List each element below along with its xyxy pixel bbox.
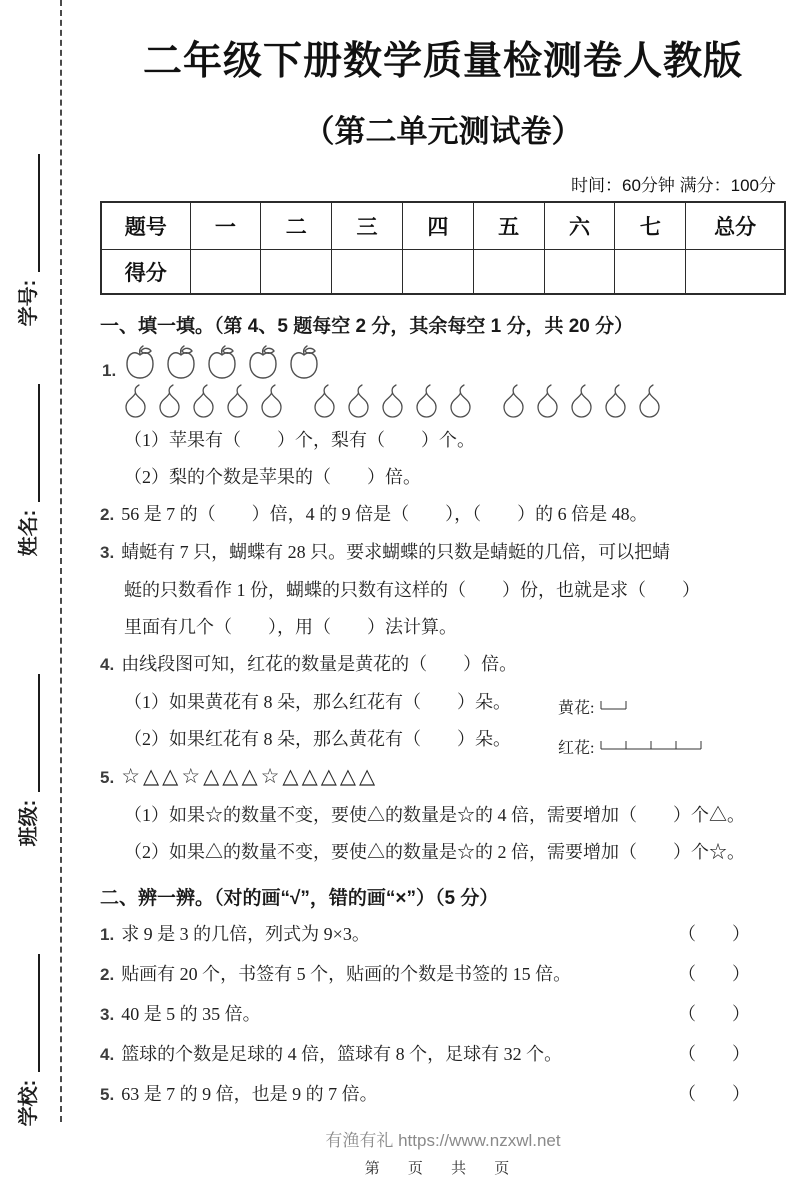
- q1-pear-row: [100, 383, 786, 418]
- student-name-field: [11, 355, 41, 585]
- answer-bracket: （ ）: [678, 1044, 750, 1064]
- answer-bracket: （ ）: [678, 1084, 750, 1104]
- student-name-blank-line: [38, 384, 40, 502]
- q4-number: 4.: [100, 655, 115, 674]
- pear-icon: [258, 383, 285, 418]
- answer-bracket: （ ）: [678, 1004, 750, 1024]
- school-field: [11, 925, 41, 1155]
- judge-item-body: 40 是 5 的 35 倍。: [121, 1004, 261, 1024]
- pear-group-1: [122, 383, 285, 418]
- pear-icon: [500, 383, 527, 418]
- score-label-cell: 得分: [101, 250, 190, 295]
- apple-icon: [246, 344, 280, 381]
- paper-main-column: [100, 0, 786, 1178]
- q3-line1: [100, 537, 786, 568]
- pear-icon: [345, 383, 372, 418]
- q5-sub2: （2）如果△的数量不变，要使△的数量是☆的 2 倍，需要增加（ ）个☆。: [124, 842, 745, 862]
- score-table: [100, 201, 786, 295]
- score-table-header-row: [101, 202, 785, 250]
- pear-icon: [156, 383, 183, 418]
- pear-icon: [413, 383, 440, 418]
- answer-bracket: （ ）: [678, 924, 750, 944]
- judge-item-number: 5.: [100, 1085, 115, 1104]
- yellow-flower-segment-line: [600, 697, 627, 716]
- star-triangle-symbols: ☆△△☆△△△☆△△△△△: [121, 764, 379, 788]
- q4-sub1: （1）如果黄花有 8 朵，那么红花有（ ）朵。: [124, 692, 511, 712]
- binding-dashed-line: [60, 0, 62, 1122]
- page-subtitle: （第二单元测试卷）: [303, 114, 583, 149]
- q4-text: 由线段图可知，红花的数量是黄花的（ ）倍。: [121, 654, 518, 674]
- pear-icon: [636, 383, 663, 418]
- judge-item-number: 3.: [100, 1005, 115, 1024]
- pear-icon: [122, 383, 149, 418]
- apple-icon: [287, 344, 321, 381]
- student-name-label: 姓名:: [17, 509, 40, 557]
- student-id-blank-line: [38, 154, 40, 272]
- apple-icon: [164, 344, 198, 381]
- pear-group-2: [311, 383, 474, 418]
- judge-item-body: 贴画有 20 个，书签有 5 个，贴画的个数是书签的 15 倍。: [121, 964, 572, 984]
- judge-item-2: [100, 959, 786, 990]
- score-table-col-3: 三: [332, 202, 403, 250]
- school-blank-line: [38, 954, 40, 1072]
- q4-sub2: （2）如果红花有 8 朵，那么黄花有（ ）朵。: [124, 729, 511, 749]
- score-table-col-total: 总分: [686, 202, 785, 250]
- q4-stem: [100, 649, 786, 680]
- red-flower-label: 红花:: [558, 739, 595, 757]
- apple-icon: [123, 344, 157, 381]
- judge-item-3: [100, 999, 786, 1030]
- judge-item-body: 求 9 是 3 的几倍，列式为 9×3。: [121, 924, 370, 944]
- pear-icon: [379, 383, 406, 418]
- time-score-info: 时间：60分钟 满分：100分: [571, 176, 776, 195]
- q5-number: 5.: [100, 768, 115, 787]
- judge-item-text: [100, 999, 640, 1030]
- score-empty-cell: [615, 250, 686, 295]
- score-empty-cell: [544, 250, 615, 295]
- judge-item-text: [100, 919, 640, 950]
- q1-sub2: （2）梨的个数是苹果的（ ）倍。: [124, 467, 421, 487]
- q4-block: [100, 649, 786, 757]
- class-blank-line: [38, 674, 40, 792]
- pear-icon: [311, 383, 338, 418]
- score-empty-cell: [332, 250, 403, 295]
- score-table-col-7: 七: [615, 202, 686, 250]
- judge-item-body: 63 是 7 的 9 倍，也是 9 的 7 倍。: [121, 1084, 378, 1104]
- q2: [100, 499, 786, 530]
- score-table-col-4: 四: [402, 202, 473, 250]
- q3-line2: 蜓的只数看作 1 份，蝴蝶的只数有这样的（ ）份，也就是求（ ）: [124, 580, 700, 600]
- pear-icon: [190, 383, 217, 418]
- q5-sub1: （1）如果☆的数量不变，要使△的数量是☆的 4 倍，需要增加（ ）个△。: [124, 805, 745, 825]
- q2-number: 2.: [100, 505, 115, 524]
- judge-item-number: 2.: [100, 965, 115, 984]
- pear-icon: [447, 383, 474, 418]
- answer-bracket: （ ）: [678, 964, 750, 984]
- score-table-col-1: 一: [190, 202, 261, 250]
- page-title: 二年级下册数学质量检测卷人教版: [142, 40, 743, 83]
- score-table-score-row: [101, 250, 785, 295]
- section-one-heading: 一、填一填。（第 4、5 题每空 2 分，其余每空 1 分，共 20 分）: [100, 316, 634, 337]
- score-empty-cell: [473, 250, 544, 295]
- q3-text-line1: 蜻蜓有 7 只，蝴蝶有 28 只。要求蝴蝶的只数是蜻蜓的几倍，可以把蜻: [121, 542, 671, 562]
- judge-item-body: 篮球的个数是足球的 4 倍，篮球有 8 个，足球有 32 个。: [121, 1044, 563, 1064]
- score-empty-cell: [190, 250, 261, 295]
- q1-sub1: （1）苹果有（ ）个，梨有（ ）个。: [124, 430, 475, 450]
- judge-item-number: 4.: [100, 1045, 115, 1064]
- apple-icon: [205, 344, 239, 381]
- line-segment-diagram: [558, 693, 786, 773]
- apple-group: [123, 344, 321, 381]
- judge-item-5: [100, 1079, 786, 1110]
- class-label: 班级:: [17, 799, 40, 847]
- class-field: [11, 645, 41, 875]
- judge-item-text: [100, 1079, 640, 1110]
- pear-icon: [224, 383, 251, 418]
- judge-item-1: [100, 919, 786, 950]
- score-table-col-2: 二: [261, 202, 332, 250]
- score-empty-cell: [686, 250, 785, 295]
- student-id-field: [11, 125, 41, 355]
- q3-number: 3.: [100, 543, 115, 562]
- section-two-heading: 二、辨一辨。（对的画“√”，错的画“×”）（5 分）: [100, 888, 499, 909]
- pear-icon: [602, 383, 629, 418]
- school-label: 学校:: [17, 1079, 40, 1127]
- pear-icon: [568, 383, 595, 418]
- q3-line3: 里面有几个（ ），用（ ）法计算。: [124, 617, 457, 637]
- yellow-flower-segment-row: [558, 693, 786, 719]
- red-flower-segment-line: [600, 737, 702, 756]
- q2-text: 56 是 7 的（ ）倍，4 的 9 倍是（ ），（ ）的 6 倍是 48。: [121, 504, 648, 524]
- score-empty-cell: [261, 250, 332, 295]
- q1-number: 1.: [102, 361, 117, 380]
- footer-page-numbers: 第 页 共 页: [364, 1160, 522, 1177]
- yellow-flower-label: 黄花:: [558, 699, 595, 717]
- score-table-col-5: 五: [473, 202, 544, 250]
- student-id-label: 学号:: [17, 279, 40, 327]
- pear-group-3: [500, 383, 663, 418]
- judge-item-4: [100, 1039, 786, 1070]
- score-empty-cell: [402, 250, 473, 295]
- q1-apple-row: [100, 344, 786, 381]
- judge-item-number: 1.: [100, 925, 115, 944]
- red-flower-segment-row: [558, 733, 786, 759]
- pear-icon: [534, 383, 561, 418]
- judge-item-text: [100, 959, 640, 990]
- footer-watermark: 有渔有礼 https://www.nzxwl.net: [325, 1131, 561, 1150]
- score-table-corner: 题号: [101, 202, 190, 250]
- score-table-col-6: 六: [544, 202, 615, 250]
- judge-item-text: [100, 1039, 640, 1070]
